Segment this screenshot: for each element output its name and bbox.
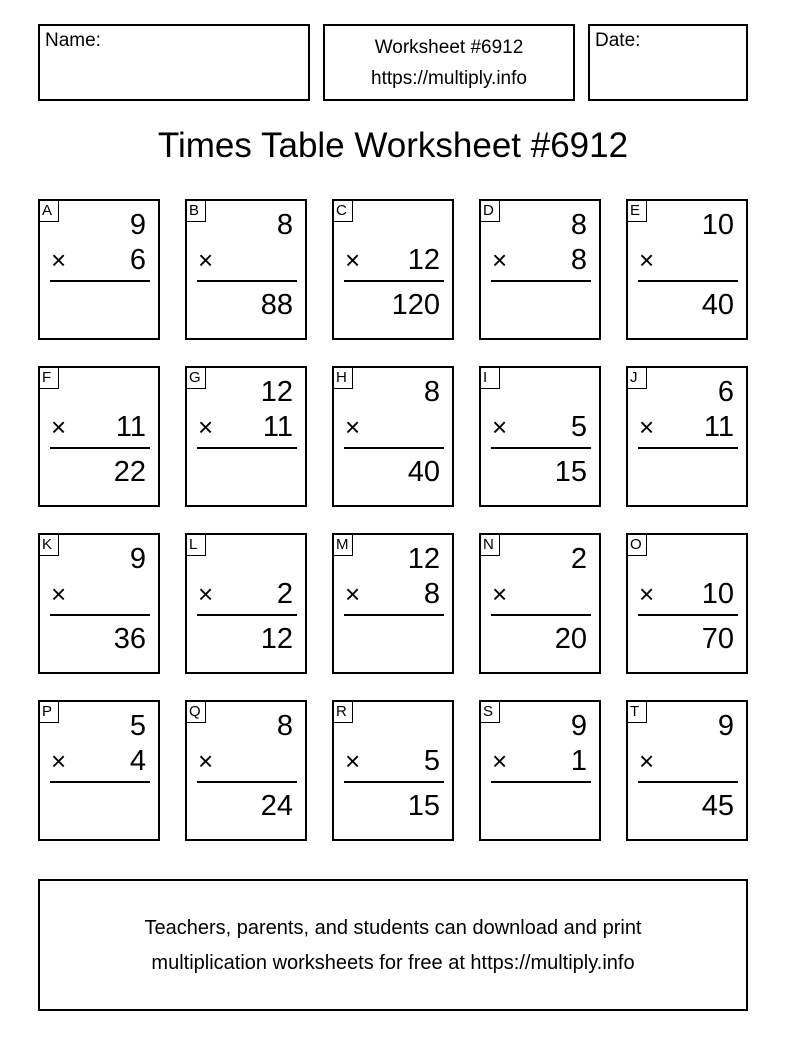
problem-card [38, 533, 160, 674]
problem-letter: L [187, 535, 206, 556]
answer-line [344, 280, 444, 282]
problem-top-number: 9 [717, 710, 734, 742]
date-label: Date: [595, 30, 641, 51]
times-sign: × [639, 746, 655, 776]
footer-line-1: Teachers, parents, and students can download and print [144, 917, 642, 939]
times-sign: × [51, 245, 67, 275]
problem-card [332, 199, 454, 340]
answer-line [197, 781, 297, 783]
problem-top-number: 12 [407, 543, 440, 575]
problem-bottom-number: 8 [570, 244, 587, 276]
problem-answer: 40 [407, 456, 440, 488]
problem-letter: J [628, 368, 647, 389]
problem-letter: B [187, 201, 206, 222]
problem-answer: 45 [701, 790, 734, 822]
times-sign: × [51, 579, 67, 609]
problem-bottom-number: 6 [129, 244, 146, 276]
answer-line [50, 280, 150, 282]
problem-answer: 15 [554, 456, 587, 488]
times-sign: × [198, 746, 214, 776]
times-sign: × [198, 412, 214, 442]
problem-top-number: 9 [129, 209, 146, 241]
answer-line [638, 614, 738, 616]
problem-bottom-number: 11 [703, 411, 734, 443]
problem-answer: 12 [260, 623, 293, 655]
worksheet-url: https://multiply.info [371, 68, 527, 89]
answer-line [344, 781, 444, 783]
problem-card [38, 700, 160, 841]
problem-answer: 15 [407, 790, 440, 822]
problem-bottom-number: 12 [407, 244, 440, 276]
problem-card [479, 366, 601, 507]
problem-bottom-number: 5 [423, 745, 440, 777]
times-sign: × [345, 746, 361, 776]
answer-line [491, 447, 591, 449]
answer-line [50, 447, 150, 449]
answer-line [638, 447, 738, 449]
problem-letter: K [40, 535, 59, 556]
times-sign: × [492, 579, 508, 609]
problem-card [479, 533, 601, 674]
answer-line [491, 280, 591, 282]
problem-bottom-number: 11 [115, 411, 146, 443]
problem-letter: T [628, 702, 647, 723]
times-sign: × [51, 746, 67, 776]
problem-answer: 24 [260, 790, 293, 822]
problem-answer: 36 [113, 623, 146, 655]
problem-letter: I [481, 368, 500, 389]
problem-letter: E [628, 201, 647, 222]
times-sign: × [345, 245, 361, 275]
answer-line [344, 614, 444, 616]
problem-top-number: 12 [260, 376, 293, 408]
problem-card [185, 533, 307, 674]
problem-letter: Q [187, 702, 206, 723]
problem-answer: 20 [554, 623, 587, 655]
answer-line [197, 447, 297, 449]
problem-card [626, 366, 748, 507]
problem-letter: H [334, 368, 353, 389]
problem-card [332, 533, 454, 674]
problem-letter: O [628, 535, 647, 556]
problem-answer: 22 [113, 456, 146, 488]
problem-letter: C [334, 201, 353, 222]
problem-card [479, 700, 601, 841]
problem-top-number: 8 [570, 209, 587, 241]
answer-line [491, 781, 591, 783]
times-sign: × [345, 412, 361, 442]
worksheet-id-box [323, 24, 575, 101]
times-sign: × [492, 245, 508, 275]
problem-bottom-number: 2 [276, 578, 293, 610]
problem-card [626, 533, 748, 674]
page-title: Times Table Worksheet #6912 [157, 126, 629, 165]
problem-top-number: 8 [423, 376, 440, 408]
worksheet-number: Worksheet #6912 [374, 37, 524, 58]
problem-top-number: 8 [276, 209, 293, 241]
problem-card [185, 199, 307, 340]
date-field-box[interactable] [588, 24, 748, 101]
problem-letter: A [40, 201, 59, 222]
answer-line [50, 781, 150, 783]
problem-letter: N [481, 535, 500, 556]
name-label: Name: [45, 30, 101, 51]
footer-line-2: multiplication worksheets for free at https://multiply.info [151, 952, 635, 974]
problem-bottom-number: 4 [129, 745, 146, 777]
problem-card [185, 700, 307, 841]
problem-card [332, 700, 454, 841]
answer-line [50, 614, 150, 616]
problem-top-number: 5 [129, 710, 146, 742]
times-sign: × [345, 579, 361, 609]
times-sign: × [639, 412, 655, 442]
times-sign: × [198, 245, 214, 275]
problem-bottom-number: 11 [262, 411, 293, 443]
problem-letter: F [40, 368, 59, 389]
problem-top-number: 10 [701, 209, 734, 241]
problem-top-number: 9 [129, 543, 146, 575]
problem-letter: M [334, 535, 353, 556]
times-sign: × [639, 245, 655, 275]
times-sign: × [51, 412, 67, 442]
problem-bottom-number: 5 [570, 411, 587, 443]
problem-card [479, 199, 601, 340]
answer-line [197, 614, 297, 616]
problem-bottom-number: 10 [701, 578, 734, 610]
problem-top-number: 2 [570, 543, 587, 575]
problem-top-number: 8 [276, 710, 293, 742]
answer-line [344, 447, 444, 449]
times-sign: × [492, 746, 508, 776]
name-field-box[interactable] [38, 24, 310, 101]
problem-answer: 88 [260, 289, 293, 321]
problem-letter: G [187, 368, 206, 389]
answer-line [638, 781, 738, 783]
times-sign: × [198, 579, 214, 609]
problem-letter: R [334, 702, 353, 723]
problem-answer: 70 [701, 623, 734, 655]
problem-bottom-number: 8 [423, 578, 440, 610]
problem-card [38, 366, 160, 507]
problem-card [38, 199, 160, 340]
problem-letter: S [481, 702, 500, 723]
times-sign: × [639, 579, 655, 609]
problem-card [185, 366, 307, 507]
footer-box [38, 879, 748, 1011]
problem-card [626, 199, 748, 340]
problem-answer: 40 [701, 289, 734, 321]
answer-line [491, 614, 591, 616]
problem-bottom-number: 1 [570, 745, 587, 777]
problem-letter: P [40, 702, 59, 723]
problem-letter: D [481, 201, 500, 222]
answer-line [638, 280, 738, 282]
problem-top-number: 9 [570, 710, 587, 742]
times-sign: × [492, 412, 508, 442]
problem-answer: 120 [391, 289, 440, 321]
problem-card [332, 366, 454, 507]
problem-top-number: 6 [717, 376, 734, 408]
answer-line [197, 280, 297, 282]
problem-card [626, 700, 748, 841]
